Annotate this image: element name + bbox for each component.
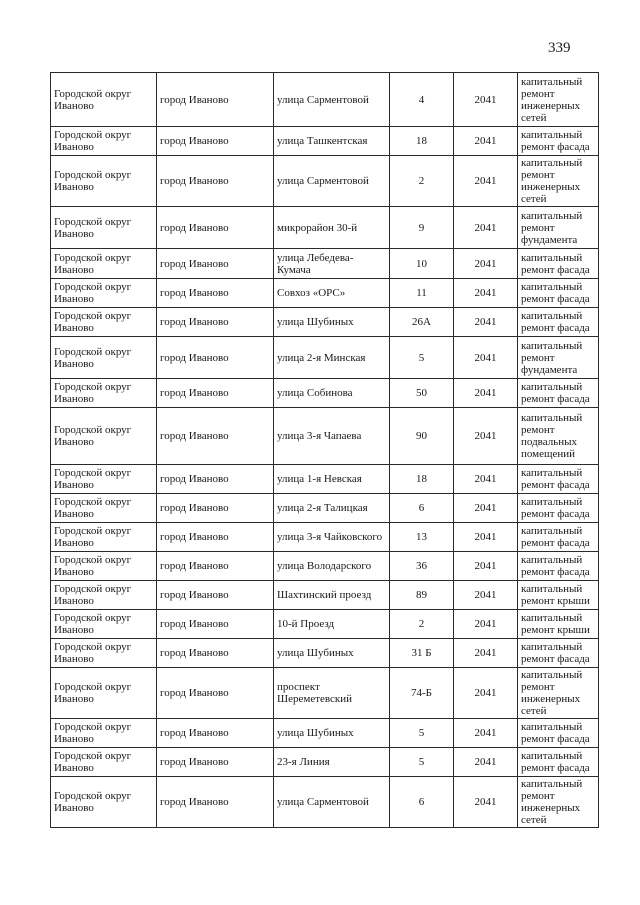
work-type-cell: капитальный ремонт фасада [518, 523, 599, 552]
year-cell: 2041 [454, 308, 518, 337]
table-row [51, 777, 599, 828]
table-row [51, 639, 599, 668]
table-row [51, 494, 599, 523]
street-cell: улица 2-я Талицкая [274, 494, 390, 523]
year-cell: 2041 [454, 777, 518, 828]
street-cell: улица 1-я Невская [274, 465, 390, 494]
house-cell: 4 [390, 73, 454, 127]
street-cell: улица Володарского [274, 552, 390, 581]
year-cell: 2041 [454, 279, 518, 308]
street-cell: улица Лебедева-Кумача [274, 249, 390, 279]
street-cell: улица 3-я Чапаева [274, 408, 390, 465]
work-type-cell: капитальный ремонт подвальных помещений [518, 408, 599, 465]
work-type-cell: капитальный ремонт фасада [518, 719, 599, 748]
city-cell: город Иваново [157, 156, 274, 207]
work-type-cell: капитальный ремонт фундамента [518, 337, 599, 379]
city-cell: город Иваново [157, 610, 274, 639]
year-cell: 2041 [454, 610, 518, 639]
year-cell: 2041 [454, 127, 518, 156]
table-row [51, 523, 599, 552]
okrug-cell: Городской округ Иваново [51, 552, 157, 581]
year-cell: 2041 [454, 639, 518, 668]
year-cell: 2041 [454, 73, 518, 127]
city-cell: город Иваново [157, 337, 274, 379]
table-row [51, 127, 599, 156]
street-cell: улица Шубиных [274, 639, 390, 668]
house-cell: 11 [390, 279, 454, 308]
table-row [51, 156, 599, 207]
street-cell: улица Ташкентская [274, 127, 390, 156]
house-cell: 90 [390, 408, 454, 465]
year-cell: 2041 [454, 337, 518, 379]
year-cell: 2041 [454, 668, 518, 719]
table-row [51, 408, 599, 465]
year-cell: 2041 [454, 581, 518, 610]
street-cell: улица 2-я Минская [274, 337, 390, 379]
city-cell: город Иваново [157, 494, 274, 523]
city-cell: город Иваново [157, 465, 274, 494]
street-cell: проспект Шереметевский [274, 668, 390, 719]
house-cell: 31 Б [390, 639, 454, 668]
okrug-cell: Городской округ Иваново [51, 279, 157, 308]
city-cell: город Иваново [157, 552, 274, 581]
work-type-cell: капитальный ремонт крыши [518, 581, 599, 610]
house-cell: 89 [390, 581, 454, 610]
table-row [51, 668, 599, 719]
city-cell: город Иваново [157, 73, 274, 127]
okrug-cell: Городской округ Иваново [51, 748, 157, 777]
table-row [51, 719, 599, 748]
house-cell: 5 [390, 748, 454, 777]
house-cell: 36 [390, 552, 454, 581]
table-row [51, 748, 599, 777]
city-cell: город Иваново [157, 127, 274, 156]
registry-table [50, 72, 599, 828]
year-cell: 2041 [454, 207, 518, 249]
city-cell: город Иваново [157, 408, 274, 465]
house-cell: 26А [390, 308, 454, 337]
year-cell: 2041 [454, 552, 518, 581]
house-cell: 6 [390, 777, 454, 828]
street-cell: улица Собинова [274, 379, 390, 408]
work-type-cell: капитальный ремонт инженерных сетей [518, 777, 599, 828]
city-cell: город Иваново [157, 379, 274, 408]
table-row [51, 581, 599, 610]
year-cell: 2041 [454, 249, 518, 279]
okrug-cell: Городской округ Иваново [51, 668, 157, 719]
city-cell: город Иваново [157, 777, 274, 828]
street-cell: улица Сарментовой [274, 777, 390, 828]
city-cell: город Иваново [157, 279, 274, 308]
work-type-cell: капитальный ремонт фасада [518, 465, 599, 494]
work-type-cell: капитальный ремонт фундамента [518, 207, 599, 249]
okrug-cell: Городской округ Иваново [51, 610, 157, 639]
city-cell: город Иваново [157, 719, 274, 748]
okrug-cell: Городской округ Иваново [51, 465, 157, 494]
work-type-cell: капитальный ремонт фасада [518, 379, 599, 408]
table-row [51, 552, 599, 581]
house-cell: 13 [390, 523, 454, 552]
work-type-cell: капитальный ремонт фасада [518, 748, 599, 777]
okrug-cell: Городской округ Иваново [51, 249, 157, 279]
okrug-cell: Городской округ Иваново [51, 581, 157, 610]
house-cell: 18 [390, 127, 454, 156]
work-type-cell: капитальный ремонт крыши [518, 610, 599, 639]
house-cell: 2 [390, 610, 454, 639]
street-cell: улица Шубиных [274, 719, 390, 748]
house-cell: 6 [390, 494, 454, 523]
table-row [51, 207, 599, 249]
okrug-cell: Городской округ Иваново [51, 719, 157, 748]
table-row [51, 610, 599, 639]
year-cell: 2041 [454, 719, 518, 748]
city-cell: город Иваново [157, 523, 274, 552]
okrug-cell: Городской округ Иваново [51, 379, 157, 408]
house-cell: 5 [390, 719, 454, 748]
street-cell: 23-я Линия [274, 748, 390, 777]
work-type-cell: капитальный ремонт фасада [518, 639, 599, 668]
okrug-cell: Городской округ Иваново [51, 337, 157, 379]
city-cell: город Иваново [157, 748, 274, 777]
street-cell: Шахтинский проезд [274, 581, 390, 610]
okrug-cell: Городской округ Иваново [51, 156, 157, 207]
street-cell: Совхоз «ОРС» [274, 279, 390, 308]
year-cell: 2041 [454, 408, 518, 465]
city-cell: город Иваново [157, 308, 274, 337]
table-row [51, 379, 599, 408]
work-type-cell: капитальный ремонт инженерных сетей [518, 156, 599, 207]
street-cell: микрорайон 30-й [274, 207, 390, 249]
street-cell: улица Сарментовой [274, 73, 390, 127]
street-cell: улица Сарментовой [274, 156, 390, 207]
work-type-cell: капитальный ремонт инженерных сетей [518, 668, 599, 719]
work-type-cell: капитальный ремонт фасада [518, 127, 599, 156]
street-cell: улица Шубиных [274, 308, 390, 337]
house-cell: 10 [390, 249, 454, 279]
okrug-cell: Городской округ Иваново [51, 408, 157, 465]
okrug-cell: Городской округ Иваново [51, 73, 157, 127]
year-cell: 2041 [454, 748, 518, 777]
table-row [51, 73, 599, 127]
work-type-cell: капитальный ремонт фасада [518, 279, 599, 308]
table-row [51, 249, 599, 279]
okrug-cell: Городской округ Иваново [51, 639, 157, 668]
year-cell: 2041 [454, 523, 518, 552]
work-type-cell: капитальный ремонт фасада [518, 494, 599, 523]
work-type-cell: капитальный ремонт фасада [518, 308, 599, 337]
table-row [51, 465, 599, 494]
city-cell: город Иваново [157, 668, 274, 719]
year-cell: 2041 [454, 465, 518, 494]
work-type-cell: капитальный ремонт фасада [518, 249, 599, 279]
okrug-cell: Городской округ Иваново [51, 127, 157, 156]
city-cell: город Иваново [157, 639, 274, 668]
work-type-cell: капитальный ремонт фасада [518, 552, 599, 581]
house-cell: 50 [390, 379, 454, 408]
street-cell: улица 3-я Чайковского [274, 523, 390, 552]
okrug-cell: Городской округ Иваново [51, 308, 157, 337]
year-cell: 2041 [454, 156, 518, 207]
year-cell: 2041 [454, 494, 518, 523]
okrug-cell: Городской округ Иваново [51, 777, 157, 828]
okrug-cell: Городской округ Иваново [51, 523, 157, 552]
year-cell: 2041 [454, 379, 518, 408]
house-cell: 74-Б [390, 668, 454, 719]
page-number: 339 [548, 40, 571, 56]
city-cell: город Иваново [157, 581, 274, 610]
okrug-cell: Городской округ Иваново [51, 494, 157, 523]
city-cell: город Иваново [157, 249, 274, 279]
house-cell: 9 [390, 207, 454, 249]
city-cell: город Иваново [157, 207, 274, 249]
house-cell: 18 [390, 465, 454, 494]
house-cell: 5 [390, 337, 454, 379]
work-type-cell: капитальный ремонт инженерных сетей [518, 73, 599, 127]
table-row [51, 279, 599, 308]
street-cell: 10-й Проезд [274, 610, 390, 639]
house-cell: 2 [390, 156, 454, 207]
table-row [51, 337, 599, 379]
table-row [51, 308, 599, 337]
okrug-cell: Городской округ Иваново [51, 207, 157, 249]
